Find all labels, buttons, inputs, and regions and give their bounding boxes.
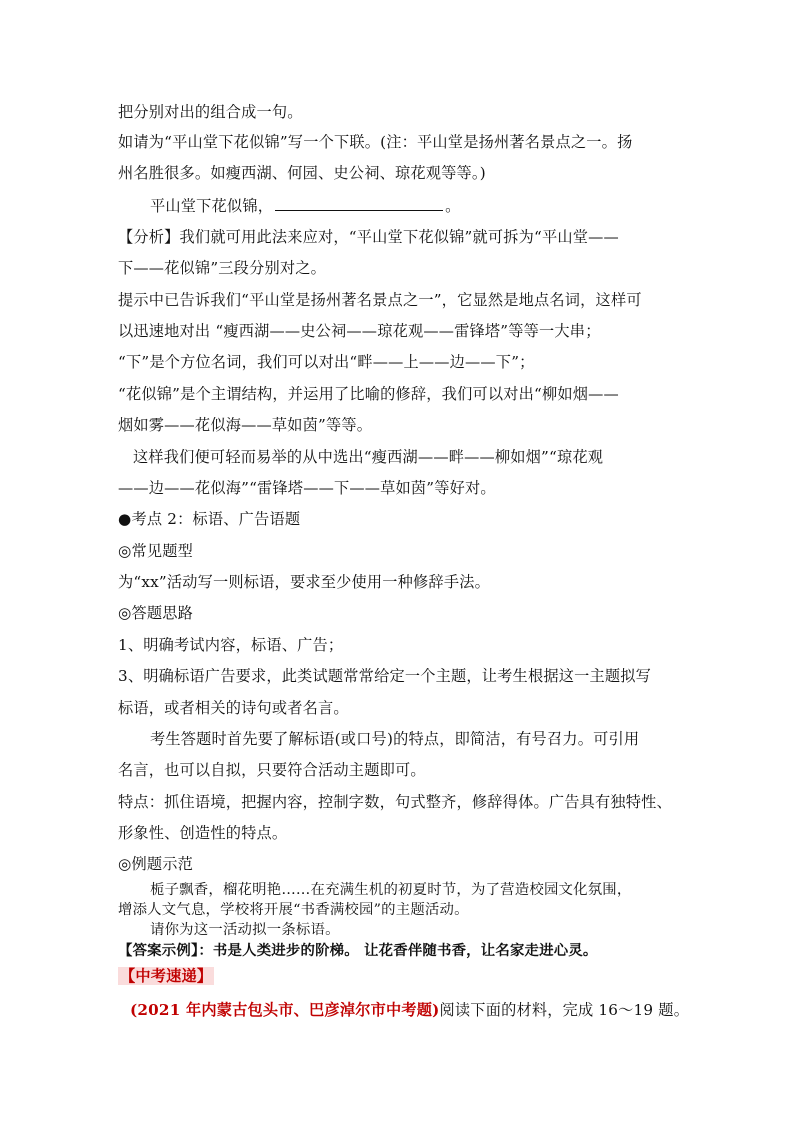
example-text: 增添人文气息，学校将开展“书香满校园”的主题活动。 — [118, 902, 469, 918]
subsection-heading: ◎例题示范 — [118, 855, 194, 873]
text-line: ——边——花似海”“雷锋塔——下——草如茵”等好对。 — [118, 479, 496, 497]
text-line: 把分别对出的组合成一句。 — [118, 103, 303, 121]
exam-express-heading — [118, 966, 214, 986]
example-prompt: 请你为这一活动拟一条标语。 — [150, 922, 340, 938]
text-line: 3、明确标语广告要求，此类试题常常给定一个主题，让考生根据这一主题拟写 — [118, 667, 652, 685]
text-line: 提示中已告诉我们“平山堂是扬州著名景点之一”，它显然是地点名词，这样可 — [118, 291, 642, 309]
text-line: 下——花似锦”三段分别对之。 — [118, 259, 327, 277]
text-line: “花似锦”是个主谓结构，并运用了比喻的修辞，我们可以对出“柳如烟—— — [118, 385, 619, 403]
exam-express-label: 【中考速递】 — [120, 967, 213, 985]
text-line: 特点：抓住语境，把握内容，控制字数，句式整齐，修辞得体。广告具有独特性、 — [118, 793, 672, 811]
text-line: 考生答题时首先要了解标语(或口号)的特点，即简洁，有号召力。可引用 — [150, 730, 640, 748]
couplet-line — [150, 195, 461, 216]
exam-source: (2021 年内蒙古包头市、巴彦淖尔市中考题) — [130, 1001, 440, 1019]
exam-instruction: 阅读下面的材料，完成 16～19 题。 — [439, 1001, 690, 1019]
subsection-heading: ◎常见题型 — [118, 542, 194, 560]
text-line: 这样我们便可轻而易举的从中选出“瘦西湖——畔——柳如烟”“琼花观 — [133, 448, 604, 466]
example-text: 栀子飘香，榴花明艳……在充满生机的初夏时节，为了营造校园文化氛围， — [150, 882, 632, 898]
couplet-end-mark: 。 — [445, 197, 461, 215]
text-line: “下”是个方位名词，我们可以对出“畔——上——边——下”； — [118, 353, 535, 371]
text-line: 如请为“平山堂下花似锦”写一个下联。(注：平山堂是扬州著名景点之一。扬 — [118, 133, 633, 151]
text-line: 标语，或者相关的诗句或者名言。 — [118, 699, 349, 717]
text-line: 1、明确考试内容，标语、广告； — [118, 636, 344, 654]
text-line: 形象性、创造性的特点。 — [118, 824, 288, 842]
text-line: 以迅速地对出 “瘦西湖——史公祠——琼花观——雷锋塔”等等一大串； — [118, 322, 601, 340]
text-line: 为“xx”活动写一则标语，要求至少使用一种修辞手法。 — [118, 573, 490, 591]
text-line: 州名胜很多。如瘦西湖、何园、史公祠、琼花观等等。) — [118, 164, 486, 182]
answer-blank — [275, 195, 443, 211]
exam-source-line — [130, 1000, 689, 1020]
text-line: 名言，也可以自拟，只要符合活动主题即可。 — [118, 761, 426, 779]
answer-example — [118, 941, 598, 961]
text-line: 烟如雾——花似海——草如茵”等等。 — [118, 416, 373, 434]
section-heading: ●考点 2：标语、广告语题 — [118, 510, 301, 528]
subsection-heading: ◎答题思路 — [118, 604, 194, 622]
answer-example-label: 【答案示例】：书是人类进步的阶梯。 让花香伴随书香，让名家走进心灵。 — [118, 942, 598, 959]
couplet-first-half: 平山堂下花似锦， — [150, 197, 274, 215]
analysis-line: 【分析】我们就可用此法来应对，“平山堂下花似锦”就可拆为“平山堂—— — [118, 228, 619, 246]
